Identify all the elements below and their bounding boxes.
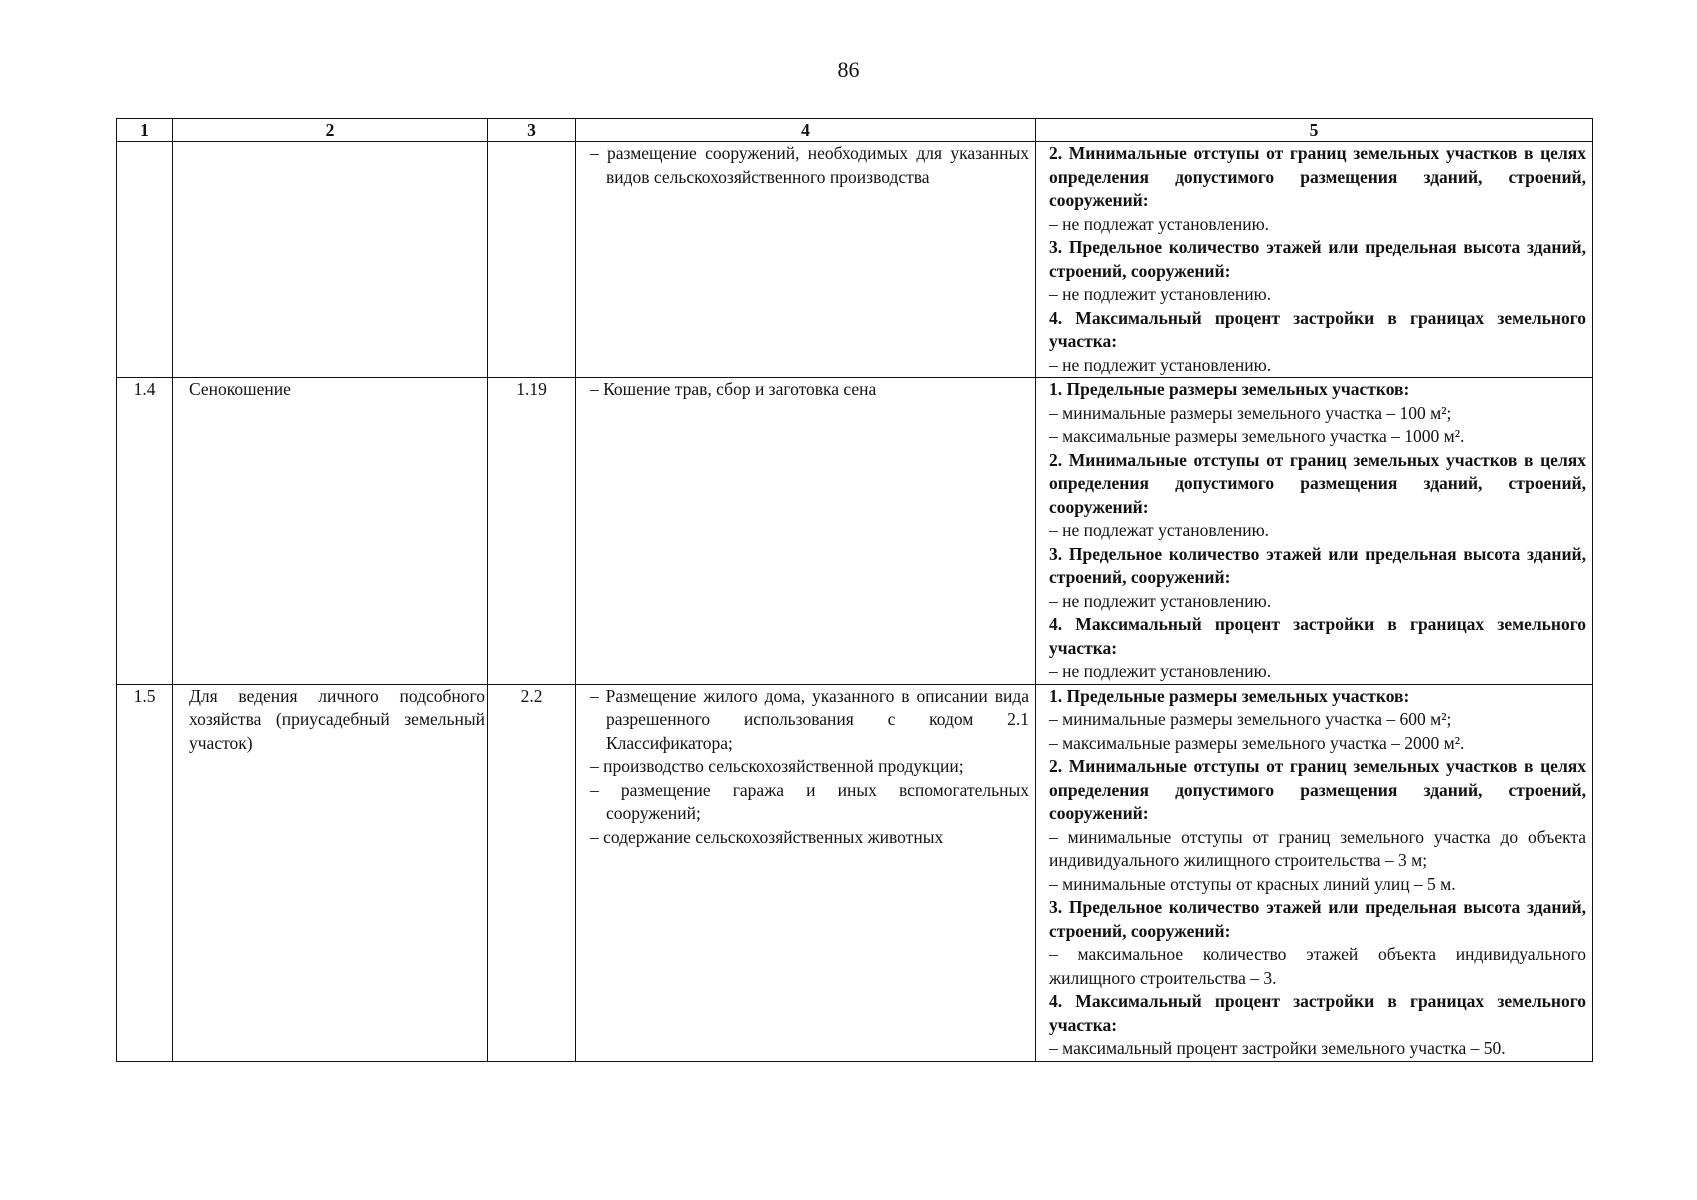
table-row bbox=[117, 378, 1593, 685]
parameter-heading: 3. Предельное количество этажей или предельная высота зданий, строений, сооружений: bbox=[1049, 237, 1586, 281]
table-row bbox=[117, 142, 1593, 378]
parameter-value: – не подлежат установлению. bbox=[1049, 213, 1270, 234]
use-description-item: – содержание сельскохозяйственных животных bbox=[590, 826, 944, 847]
parameters-cell bbox=[1036, 378, 1593, 685]
classifier-code-cell bbox=[488, 142, 576, 378]
parameter-value: – не подлежит установлению. bbox=[1049, 354, 1272, 375]
parameter-heading: 1. Предельные размеры земельных участков: bbox=[1049, 379, 1410, 399]
header-col-2: 2 bbox=[173, 119, 488, 142]
parameter-value: – максимальные размеры земельного участка – 2000 м². bbox=[1049, 732, 1465, 753]
use-name-cell bbox=[173, 142, 488, 378]
parameter-heading: 3. Предельное количество этажей или предельная высота зданий, строений, сооружений: bbox=[1049, 543, 1586, 587]
regulations-table bbox=[116, 118, 1593, 1062]
header-col-1: 1 bbox=[117, 119, 173, 142]
use-description-item: – Кошение трав, сбор и заготовка сена bbox=[590, 379, 877, 399]
parameter-value: – не подлежат установлению. bbox=[1049, 520, 1270, 540]
parameter-value: – минимальные размеры земельного участка – 100 м²; bbox=[1049, 402, 1452, 423]
parameter-value: – минимальные размеры земельного участка – 600 м²; bbox=[1049, 709, 1452, 729]
page-number: 86 bbox=[837, 57, 860, 82]
header-col-4: 4 bbox=[576, 119, 1036, 142]
row-number-cell: 1.4 bbox=[117, 378, 173, 685]
use-description-cell bbox=[576, 378, 1036, 685]
parameter-value: – не подлежит установлению. bbox=[1049, 661, 1272, 681]
parameter-value: – минимальные отступы от границ земельного участка до объекта индивидуального жилищного строительства – 3 м; bbox=[1049, 826, 1586, 870]
parameter-heading: 4. Максимальный процент застройки в границах земельного участка: bbox=[1049, 307, 1586, 351]
parameter-heading: 2. Минимальные отступы от границ земельных участков в целях определения допустимого размещения зданий, строений, сооружений: bbox=[1049, 143, 1586, 210]
parameter-value: – не подлежит установлению. bbox=[1049, 284, 1272, 304]
parameter-value: – максимальный процент застройки земельного участка – 50. bbox=[1049, 1038, 1506, 1058]
parameter-heading: 4. Максимальный процент застройки в границах земельного участка: bbox=[1049, 991, 1586, 1035]
row-number-cell: 1.5 bbox=[117, 684, 173, 1061]
use-description-item: – производство сельскохозяйственной продукции; bbox=[590, 756, 964, 776]
parameter-heading: 2. Минимальные отступы от границ земельных участков в целях определения допустимого размещения зданий, строений, сооружений: bbox=[1049, 756, 1586, 823]
classifier-code-cell: 2.2 bbox=[488, 684, 576, 1061]
use-name-cell: Сенокошение bbox=[173, 378, 488, 685]
parameters-cell bbox=[1036, 142, 1593, 378]
classifier-code-cell: 1.19 bbox=[488, 378, 576, 685]
parameters-cell bbox=[1036, 684, 1593, 1061]
parameter-value: – максимальное количество этажей объекта индивидуального жилищного строительства – 3. bbox=[1049, 944, 1586, 988]
table-row bbox=[117, 684, 1593, 1061]
table-header-row bbox=[117, 119, 1593, 142]
use-description-item: – размещение сооружений, необходимых для указанных видов сельскохозяйственного производства bbox=[590, 143, 1029, 187]
use-description-cell bbox=[576, 142, 1036, 378]
use-name-cell: Для ведения личного подсобного хозяйства (приусадебный земельный участок) bbox=[173, 684, 488, 1061]
row-number-cell bbox=[117, 142, 173, 378]
parameter-heading: 3. Предельное количество этажей или предельная высота зданий, строений, сооружений: bbox=[1049, 897, 1586, 941]
use-description-cell bbox=[576, 684, 1036, 1061]
header-col-3: 3 bbox=[488, 119, 576, 142]
use-description-item: – Размещение жилого дома, указанного в описании вида разрешенного использования с кодом 2.1 Классификатора; bbox=[590, 685, 1029, 753]
use-description-item: – размещение гаража и иных вспомогательных сооружений; bbox=[590, 779, 1029, 823]
parameter-heading: 1. Предельные размеры земельных участков: bbox=[1049, 685, 1410, 706]
header-col-5: 5 bbox=[1036, 119, 1593, 142]
parameter-heading: 4. Максимальный процент застройки в границах земельного участка: bbox=[1049, 614, 1586, 658]
parameter-value: – минимальные отступы от красных линий улиц – 5 м. bbox=[1049, 873, 1456, 894]
parameter-value: – не подлежит установлению. bbox=[1049, 590, 1272, 611]
parameter-heading: 2. Минимальные отступы от границ земельных участков в целях определения допустимого размещения зданий, строений, сооружений: bbox=[1049, 449, 1586, 517]
parameter-value: – максимальные размеры земельного участка – 1000 м². bbox=[1049, 426, 1465, 446]
